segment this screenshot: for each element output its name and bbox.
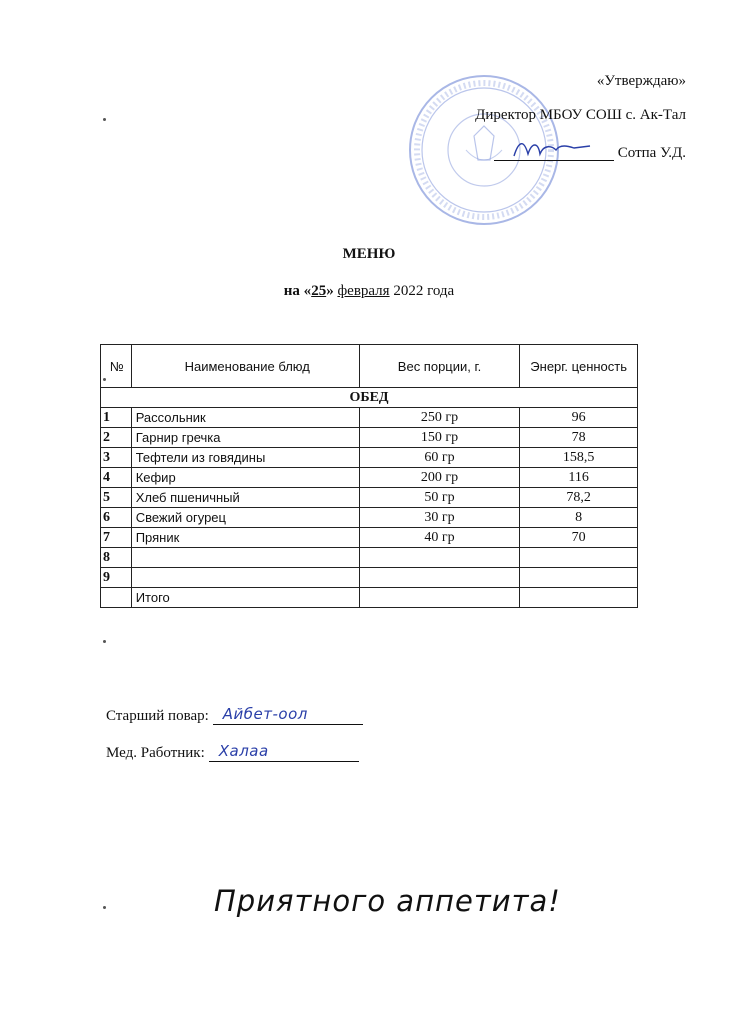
dish-energy: 158,5	[520, 448, 638, 468]
row-number: 9	[101, 568, 132, 588]
table-row	[101, 528, 638, 548]
date-month: февраля	[337, 283, 390, 299]
director-signature-scribble	[494, 136, 614, 160]
row-number: 5	[101, 488, 132, 508]
scan-speck	[103, 906, 106, 909]
medic-signature-row	[106, 743, 359, 762]
dish-weight: 50 гр	[359, 488, 520, 508]
scan-speck	[103, 118, 106, 121]
director-position: Директор МБОУ СОШ с. Ак-Тал	[475, 107, 686, 123]
director-name: Сотпа У.Д.	[617, 145, 686, 161]
cook-label: Старший повар:	[106, 708, 209, 724]
medic-label: Мед. Работник:	[106, 745, 205, 761]
dish-weight: 40 гр	[359, 528, 520, 548]
director-signature	[494, 144, 614, 161]
header-weight: Вес порции, г.	[359, 345, 520, 388]
dish-name: Гарнир гречка	[131, 428, 359, 448]
row-number: 2	[101, 428, 132, 448]
medic-signature-line	[209, 743, 359, 762]
dish-energy	[520, 548, 638, 568]
dish-energy: 116	[520, 468, 638, 488]
dish-weight: 60 гр	[359, 448, 520, 468]
header-energy: Энерг. ценность	[520, 345, 638, 388]
section-title: ОБЕД	[101, 388, 638, 408]
dish-energy: 78	[520, 428, 638, 448]
total-energy-cell	[520, 588, 638, 608]
total-label: Итого	[131, 588, 359, 608]
cook-signature-row	[106, 706, 363, 725]
header-dish: Наименование блюд	[131, 345, 359, 388]
table-row	[101, 488, 638, 508]
dish-weight: 200 гр	[359, 468, 520, 488]
scan-speck	[103, 640, 106, 643]
dish-weight	[359, 568, 520, 588]
table-header-row	[101, 345, 638, 388]
date-prefix: на «	[283, 283, 312, 299]
dish-energy	[520, 568, 638, 588]
dish-weight: 250 гр	[359, 408, 520, 428]
page-title: МЕНЮ	[342, 246, 396, 262]
table-row	[101, 568, 638, 588]
total-row	[101, 588, 638, 608]
dish-weight: 150 гр	[359, 428, 520, 448]
row-number: 3	[101, 448, 132, 468]
approval-heading: «Утверждаю»	[596, 73, 686, 89]
header-number: №	[101, 345, 132, 388]
dish-name: Тефтели из говядины	[131, 448, 359, 468]
director-signature-line	[494, 144, 686, 161]
table-row	[101, 448, 638, 468]
dish-energy: 78,2	[520, 488, 638, 508]
dish-name	[131, 568, 359, 588]
total-number-cell	[101, 588, 132, 608]
dish-weight: 30 гр	[359, 508, 520, 528]
row-number: 8	[101, 548, 132, 568]
cook-signature-line	[213, 706, 363, 725]
date-mid: »	[326, 283, 338, 299]
row-number: 7	[101, 528, 132, 548]
dish-name: Свежий огурец	[131, 508, 359, 528]
row-number: 6	[101, 508, 132, 528]
table-row	[101, 548, 638, 568]
row-number: 4	[101, 468, 132, 488]
dish-energy: 70	[520, 528, 638, 548]
medic-signature: Халаа	[218, 742, 269, 760]
dish-name: Кефир	[131, 468, 359, 488]
dish-name: Рассольник	[131, 408, 359, 428]
menu-table	[100, 344, 638, 608]
scan-speck	[103, 378, 106, 381]
date-day: 25	[311, 283, 327, 299]
table-row	[101, 468, 638, 488]
total-weight-cell	[359, 588, 520, 608]
menu-date	[0, 283, 738, 300]
dish-energy: 96	[520, 408, 638, 428]
dish-name	[131, 548, 359, 568]
cook-signature: Айбет-оол	[222, 705, 308, 723]
row-number: 1	[101, 408, 132, 428]
closing-wish: Приятного аппетита!	[214, 884, 561, 918]
table-row	[101, 428, 638, 448]
table-row	[101, 408, 638, 428]
dish-name: Хлеб пшеничный	[131, 488, 359, 508]
dish-weight	[359, 548, 520, 568]
dish-energy: 8	[520, 508, 638, 528]
dish-name: Пряник	[131, 528, 359, 548]
date-year: 2022 года	[389, 283, 455, 299]
section-row	[101, 388, 638, 408]
table-row	[101, 508, 638, 528]
